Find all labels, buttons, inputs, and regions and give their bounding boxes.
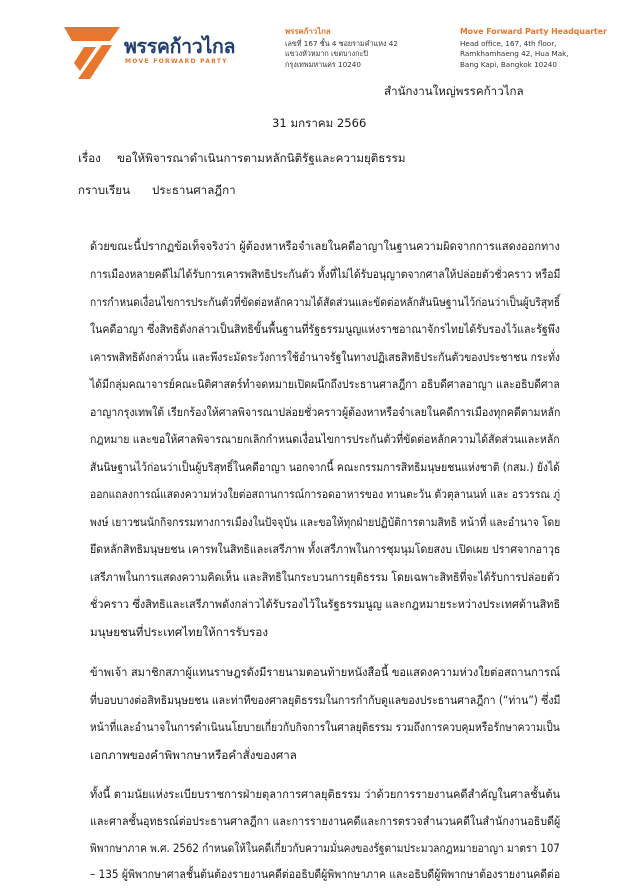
address-block-th: [285, 27, 398, 70]
address-en-line: Head office, 167, 4th floor,: [460, 38, 557, 48]
paragraph-line: ด้วยขณะนี้ปรากฏข้อเท็จจริงว่า ผู้ต้องหาหรือจำเลยในคดีอาญาในฐานความผิดจากการแสดงออกทาง: [90, 239, 560, 253]
address-block-en: [460, 27, 607, 70]
address-en-line: Ramkhamhaeng 42, Hua Mak,: [460, 49, 569, 59]
logo-text-th: พรรคก้าวไกล: [124, 35, 236, 58]
paragraph-line: ยึดหลักสิทธิมนุษยชน เคารพในสิทธิและเสรีภาพ ทั้งเสรีภาพในการชุมนุมโดยสงบ เปิดเผย ปราศจากอาวุธ: [90, 542, 561, 556]
subject-label: เรื่อง: [78, 151, 101, 165]
paragraph-line: การกำหนดเงื่อนไขการประกันตัวที่ขัดต่อหลักความได้สัดส่วนและขัดต่อหลักสันนิษฐานไว้ก่อนว่าเป็นผู้บริสุทธิ์: [90, 295, 561, 309]
paragraph-line: หน้าที่และอำนาจในการดำเนินนโยบายเกี่ยวกับกิจการในศาลยุติธรรม รวมถึงการควบคุมหรือรักษาความเป็น: [90, 720, 560, 734]
address-th-line: แขวงหัวหมาก เขตบางกะปิ: [285, 49, 368, 59]
paragraph-line: กฎหมาย และขอให้ศาลพิจารณายกเลิกกำหนดเงื่อนไขการประกันตัวที่ขัดต่อหลักความได้สัดส่วนและหลัก: [90, 432, 560, 446]
paragraph-line: – 135 ผู้พิพากษาศาลชั้นต้นต้องรายงานคดีต่ออธิบดีผู้พิพากษาภาค และอธิบดีผู้พิพากษาต้องรายงานคดีต่อ: [90, 867, 561, 881]
paragraph-line: มนุษยชนที่ประเทศไทยให้การรับรอง: [90, 625, 268, 639]
paragraph-line: เสรีภาพในการแสดงความคิดเห็น และสิทธิในกระบวนการยุติธรรม โดยเฉพาะสิทธิที่จะได้รับการปล่อยตัว: [90, 570, 560, 584]
logo-text-en: MOVE FORWARD PARTY: [125, 58, 228, 65]
letter-date: 31 มกราคม 2566: [272, 116, 367, 130]
paragraph-line: และศาลชั้นอุทธรณ์ต่อประธานศาลฎีกา และการรายงานคดีและการตรวจสำนวนคดีในสำนักงานอธิบดีผู้: [90, 814, 561, 828]
address-en-line: Bang Kapi, Bangkok 10240: [460, 59, 557, 69]
address-th-line: กรุงเทพมหานคร 10240: [285, 59, 361, 69]
paragraph-line: ออกแถลงการณ์แสดงความห่วงใยต่อสถานการณ์การอดอาหารของ ทานตะวัน ตัวตุลานนท์ และ อรวรรณ ภู่: [90, 487, 561, 501]
paragraph-line: พิพากษาภาค พ.ศ. 2562 กำหนดให้ในคดีเกี่ยวกับความมั่นคงของรัฐตามประมวลกฎหมายอาญา มาตรา 107: [90, 841, 560, 855]
sender-office: สำนักงานใหญ่พรรคก้าวไกล: [384, 84, 524, 98]
paragraph-line: การเมืองหลายคดีไม่ได้รับการเคารพสิทธิประกันตัว ทั้งที่ไม่ได้รับอนุญาตจากศาลให้ปล่อยตัวชั่วคราว หรือมี: [90, 267, 561, 281]
paragraph-line: ข้าพเจ้า สมาชิกสภาผู้แทนราษฎรดังมีรายนามตอนท้ายหนังสือนี้ ขอแสดงความห่วงใยต่อสถานการณ์: [90, 665, 561, 679]
address-en-name: Move Forward Party Headquarter: [460, 27, 607, 36]
paragraph-line: ทั้งนี้ ตามนัยแห่งระเบียบราชการฝ่ายตุลาการศาลยุติธรรม ว่าด้วยการรายงานคดีสำคัญในศาลชั้นต้น: [90, 787, 561, 801]
paragraph-line: อาญากรุงเทพใต้ เรียกร้องให้ศาลพิจารณาปล่อยชั่วคราวผู้ต้องหาหรือจำเลยในคดีการเมืองทุกคดีตามหลัก: [90, 405, 561, 419]
paragraph-line: เอกภาพของคำพิพากษาหรือคำสั่งของศาล: [90, 748, 297, 762]
paragraph-line: พงษ์ เยาวชนนักกิจกรรมทางการเมืองในปัจจุบัน และขอให้ทุกฝ่ายปฏิบัติการตามสิทธิ หน้าที่ และอำนาจ โดย: [90, 515, 561, 529]
party-logo-mark-icon: [64, 27, 120, 79]
address-th-line: เลขที่ 167 ชั้น 4 ซอยรามคำแหง 42: [285, 38, 398, 48]
address-th-name: พรรคก้าวไกล: [285, 27, 331, 36]
paragraph-line: ได้มีกลุ่มคณาจารย์คณะนิติศาสตร์ทำจดหมายเปิดผนึกถึงประธานศาลฎีกา อธิบดีศาลอาญา และอธิบดีศาล: [90, 377, 560, 391]
paragraph-line: สันนิษฐานไว้ก่อนว่าเป็นผู้บริสุทธิ์ในคดีอาญา นอกจากนี้ คณะกรรมการสิทธิมนุษยชนแห่งชาติ (กสม.) ยังได้: [90, 460, 560, 474]
paragraph-line: ชั่วคราว ซึ่งสิทธิและเสรีภาพดังกล่าวได้รับรองไว้ในรัฐธรรมนูญ และกฎหมายระหว่างประเทศด้านสิทธิ: [90, 597, 561, 611]
recipient-label: กราบเรียน: [78, 183, 131, 197]
recipient-text: ประธานศาลฎีกา: [152, 183, 236, 197]
paragraph-line: ในคดีอาญา ซึ่งสิทธิดังกล่าวเป็นสิทธิขั้นพื้นฐานที่รัฐธรรมนูญแห่งราชอาณาจักรไทยได้รับรองไว้และรัฐพึง: [90, 322, 560, 336]
subject-text: ขอให้พิจารณาดำเนินการตามหลักนิติรัฐและความยุติธรรม: [117, 151, 406, 165]
paragraph-line: เคารพสิทธิดังกล่าวนั้น และพึงระมัดระวังการใช้อำนาจรัฐในทางปฏิเสธสิทธิประกันตัวของประชาชน กระทั่ง: [90, 350, 560, 364]
paragraph-line: ที่บอบบางต่อสิทธิมนุษยชน และท่าทีของศาลยุติธรรมในการกำกับดูแลของประธานศาลฎีกา (“ท่าน”) ซึ่งมี: [90, 693, 561, 707]
